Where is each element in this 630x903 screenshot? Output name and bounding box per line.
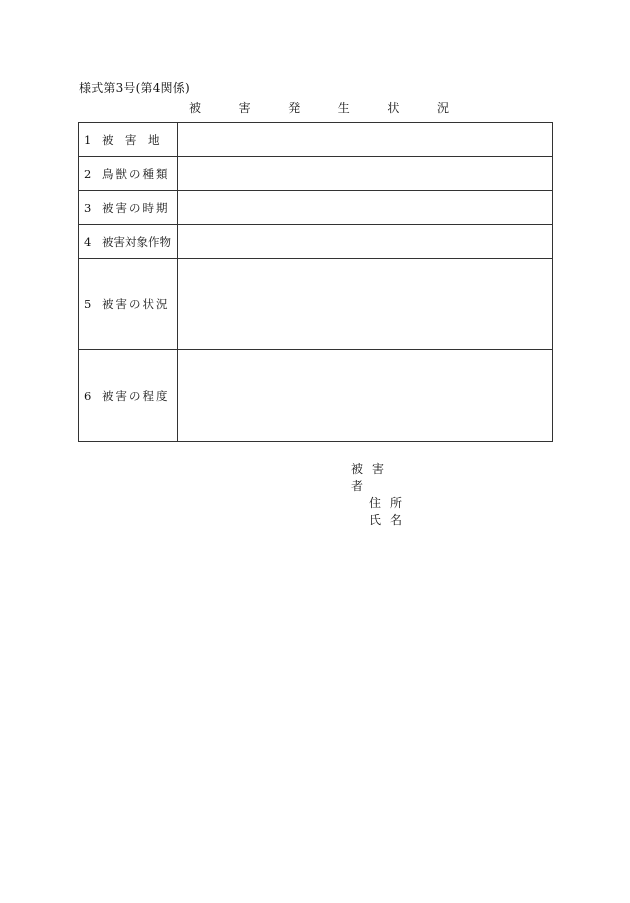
row-label-text: 鳥獣の種類 — [102, 166, 170, 181]
row-number: 6 — [84, 388, 92, 403]
row-label — [79, 157, 178, 191]
form-title-char: 生 — [337, 101, 350, 115]
row-label — [79, 191, 178, 225]
animal-type-field[interactable] — [178, 157, 553, 191]
form-title-char: 害 — [238, 101, 251, 115]
target-crop-field[interactable] — [178, 225, 553, 259]
victim-address-label: 住所 — [368, 496, 411, 510]
form-title-char: 発 — [288, 101, 301, 115]
table-row — [79, 157, 553, 191]
table-row — [79, 259, 553, 350]
row-label-text: 被害対象作物 — [102, 234, 171, 249]
row-label-text: 被害の程度 — [102, 388, 170, 403]
row-label-text: 被 害 地 — [102, 132, 160, 147]
row-label-text: 被害の状況 — [102, 297, 170, 311]
form-title-char: 状 — [387, 101, 400, 115]
row-number: 3 — [84, 200, 92, 215]
table-row — [79, 350, 553, 442]
damage-report-table — [78, 122, 553, 442]
row-label-text: 被害の時期 — [102, 200, 170, 215]
row-label — [79, 225, 178, 259]
victim-name-label: 氏名 — [368, 513, 411, 527]
victim-title: 被害者 — [351, 462, 394, 493]
damage-extent-field[interactable] — [178, 350, 553, 442]
table-row — [79, 225, 553, 259]
damage-period-field[interactable] — [178, 191, 553, 225]
row-number: 5 — [84, 297, 92, 311]
table-row — [79, 123, 553, 157]
damage-situation-field[interactable] — [178, 259, 553, 350]
table-row — [79, 191, 553, 225]
form-title — [189, 99, 449, 116]
row-number: 4 — [84, 234, 92, 249]
form-number: 様式第3号(第4関係) — [79, 81, 190, 95]
form-title-char: 況 — [436, 101, 449, 115]
row-label — [79, 350, 178, 442]
form-title-char: 被 — [189, 101, 202, 115]
row-number: 2 — [84, 166, 92, 181]
damage-location-field[interactable] — [178, 123, 553, 157]
row-number: 1 — [84, 132, 92, 147]
row-label — [79, 123, 178, 157]
row-label — [79, 259, 178, 350]
victim-block — [351, 461, 411, 529]
